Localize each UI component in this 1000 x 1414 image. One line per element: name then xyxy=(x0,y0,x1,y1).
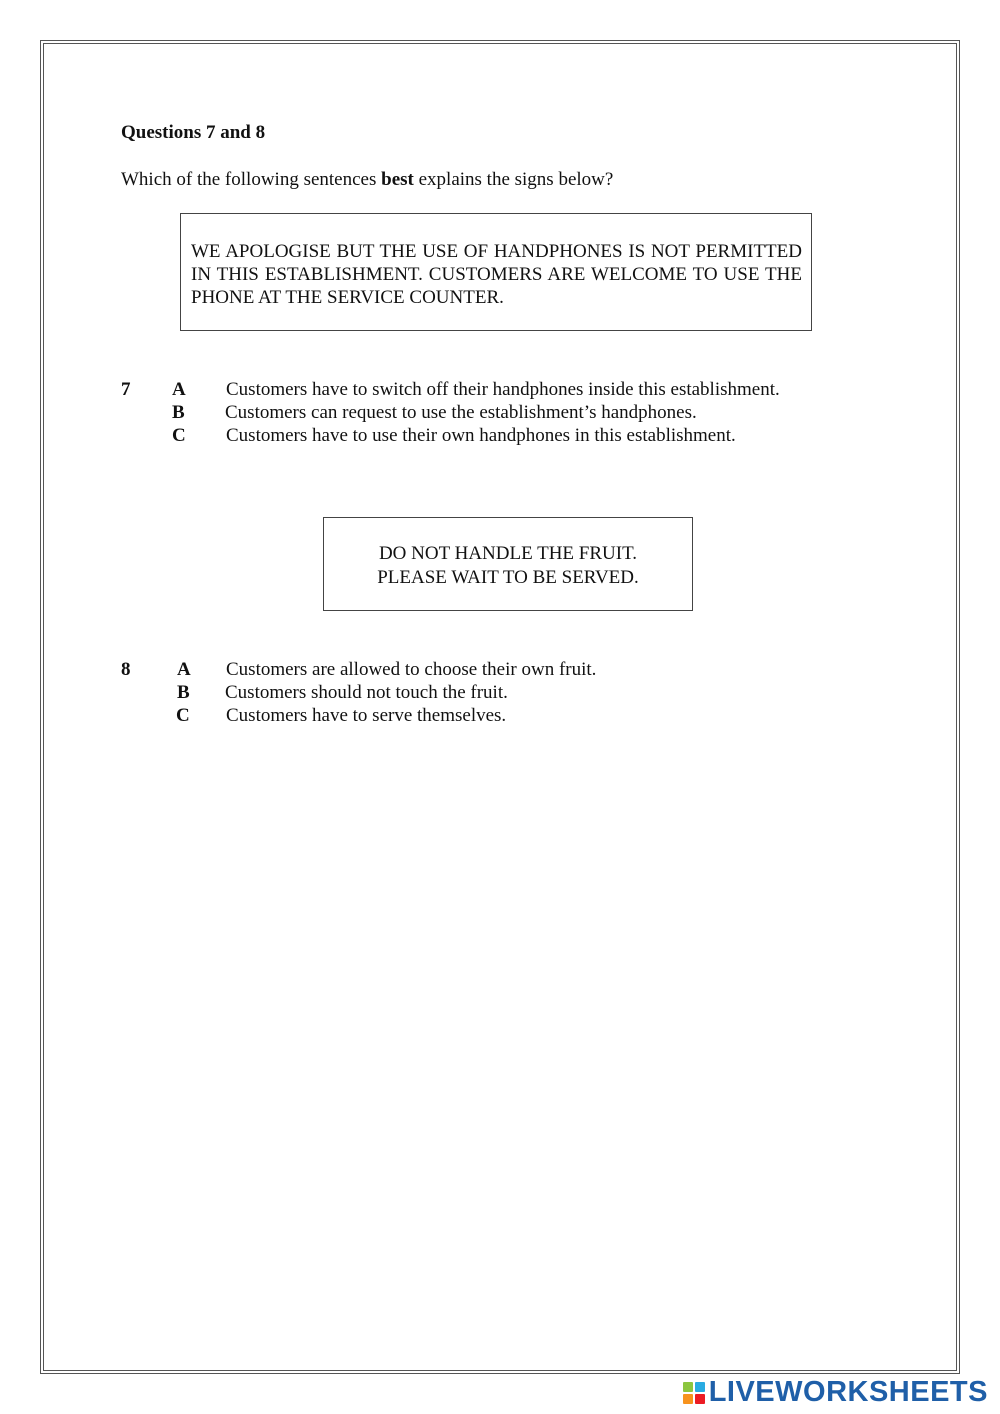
logo-square-3 xyxy=(683,1394,693,1404)
instruction-emphasis: best xyxy=(381,169,414,190)
liveworksheets-watermark xyxy=(683,1376,988,1409)
option-text: Customers can request to use the establishment’s handphones. xyxy=(225,402,697,423)
option-letter: B xyxy=(177,682,190,703)
option-letter: A xyxy=(177,659,191,680)
watermark-text: LIVEWORKSHEETS xyxy=(708,1376,988,1408)
option-text: Customers should not touch the fruit. xyxy=(225,682,508,703)
option-letter: C xyxy=(172,425,186,446)
option-letter: B xyxy=(172,402,185,423)
option-letter: A xyxy=(172,379,186,400)
option-text: Customers have to serve themselves. xyxy=(226,705,507,726)
logo-square-1 xyxy=(683,1382,693,1392)
option-letter: C xyxy=(176,705,190,726)
sign-handphones xyxy=(180,213,812,331)
option-text: Customers are allowed to choose their own fruit. xyxy=(226,659,597,680)
option-text: Customers have to switch off their handphones inside this establishment. xyxy=(226,379,780,400)
sign-fruit xyxy=(323,517,693,611)
logo-square-2 xyxy=(695,1382,705,1392)
sign-handphones-text: WE APOLOGISE BUT THE USE OF HANDPHONES IS NOT PERMITTED IN THIS ESTABLISHMENT. CUSTOMERS ARE WELCOME TO USE THE PHONE AT THE SERVICE COUNTER. xyxy=(191,241,802,308)
instruction-text xyxy=(121,169,613,191)
sign-fruit-line-2: PLEASE WAIT TO BE SERVED. xyxy=(377,567,639,588)
option-text: Customers have to use their own handphones in this establishment. xyxy=(226,425,736,446)
question-number: 8 xyxy=(121,659,131,680)
section-heading: Questions 7 and 8 xyxy=(121,122,266,143)
question-number: 7 xyxy=(121,379,131,400)
liveworksheets-logo-icon xyxy=(683,1382,705,1404)
logo-square-4 xyxy=(695,1394,705,1404)
instruction-before: Which of the following sentences xyxy=(121,169,382,190)
sign-fruit-line-1: DO NOT HANDLE THE FRUIT. xyxy=(378,543,638,564)
instruction-after: explains the signs below? xyxy=(413,169,614,190)
